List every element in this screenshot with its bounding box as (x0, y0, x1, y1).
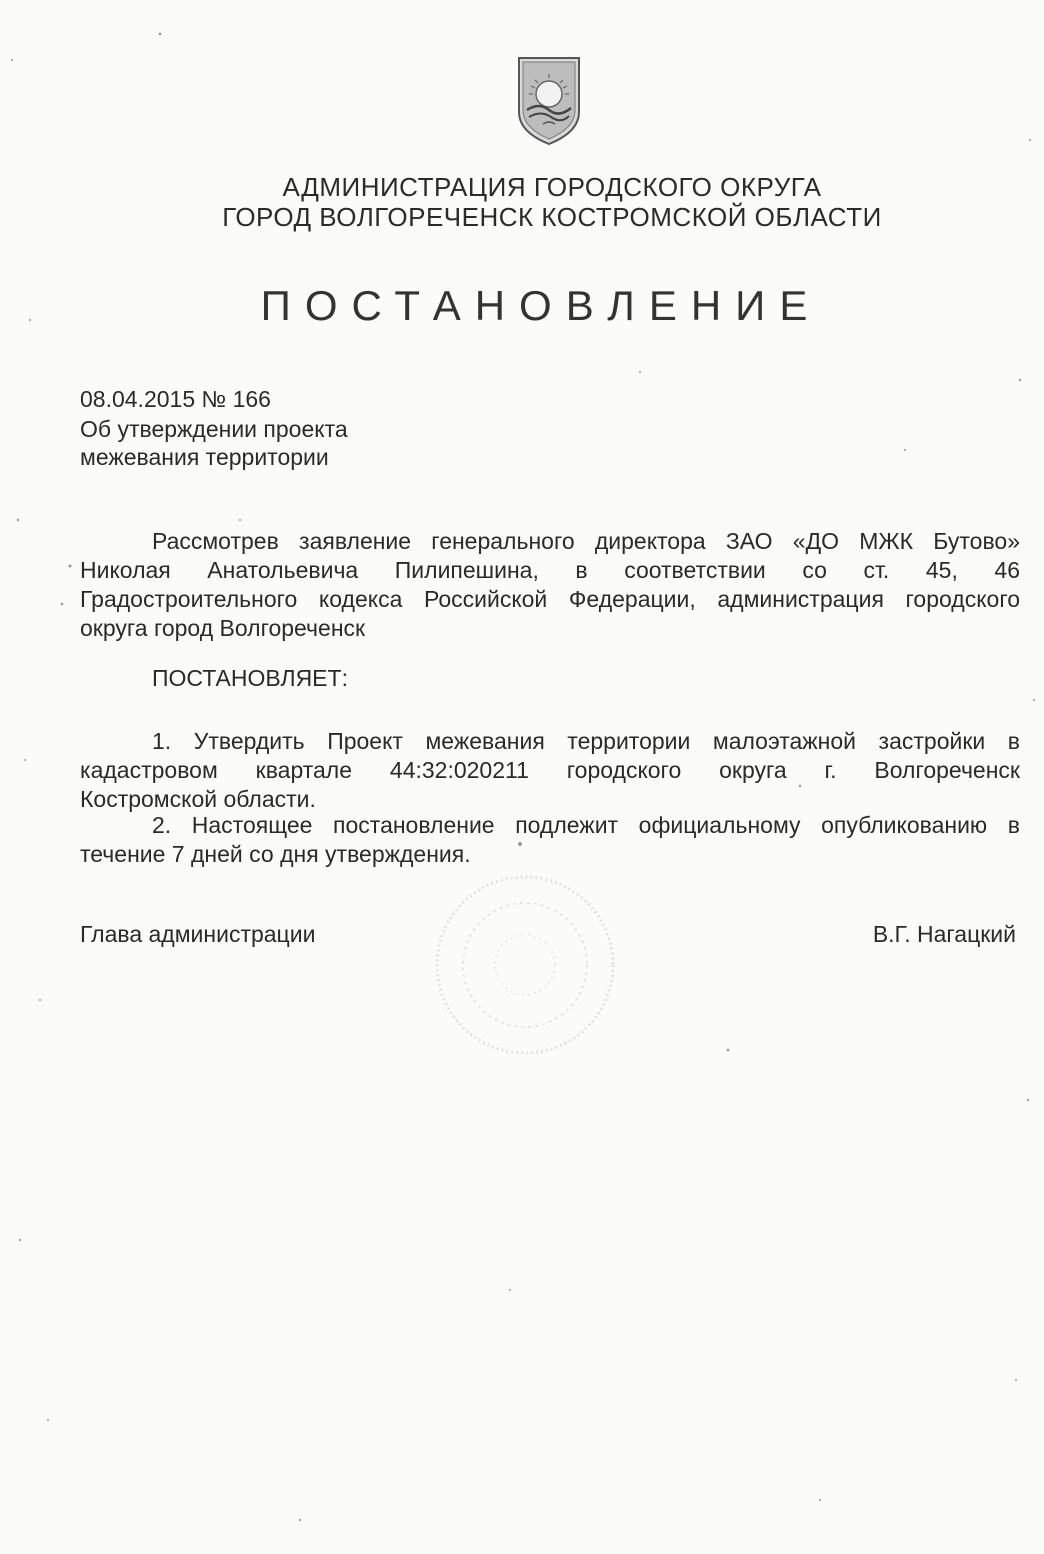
item-2 (80, 811, 1020, 869)
subject-line-1: Об утверждении проекта (80, 416, 348, 442)
date-number: 08.04.2015 № 166 (80, 386, 271, 412)
header-line-2: ГОРОД ВОЛГОРЕЧЕНСК КОСТРОМСКОЙ ОБЛАСТИ (222, 202, 882, 232)
signatory-position: Глава администрации (80, 921, 316, 947)
item-2-line-2: течение 7 дней со дня утверждения. (80, 841, 471, 867)
preamble-paragraph (80, 527, 1020, 643)
coat-of-arms-icon (513, 54, 585, 146)
signatory-name: В.Г. Нагацкий (872, 921, 1016, 947)
document-title: ПОСТАНОВЛЕНИЕ (260, 282, 822, 329)
item-1 (80, 727, 1020, 814)
header-line-1: АДМИНИСТРАЦИЯ ГОРОДСКОГО ОКРУГА (282, 172, 822, 202)
seal-stamp (430, 870, 620, 1060)
preamble-line-2: Николая Анатольевича Пилипешина, в соответствии со ст. 45, 46 (80, 557, 1020, 583)
subject-line-2: межевания территории (80, 444, 329, 470)
item-1-line-1: 1. Утвердить Проект межевания территории малоэтажной застройки в (152, 728, 1020, 754)
preamble-line-1: Рассмотрев заявление генерального директора ЗАО «ДО МЖК Бутово» (152, 528, 1020, 554)
decree-word: ПОСТАНОВЛЯЕТ: (152, 665, 348, 691)
item-2-line-1: 2. Настоящее постановление подлежит официальному опубликованию в (152, 812, 1020, 838)
preamble-line-4: округа город Волгореченск (80, 615, 366, 641)
item-1-line-2: кадастровом квартале 44:32:020211 городского округа г. Волгореченск (80, 757, 1020, 783)
item-1-line-3: Костромской области. (80, 786, 316, 812)
preamble-line-3: Градостроительного кодекса Российской Федерации, администрация городского (80, 586, 1020, 612)
